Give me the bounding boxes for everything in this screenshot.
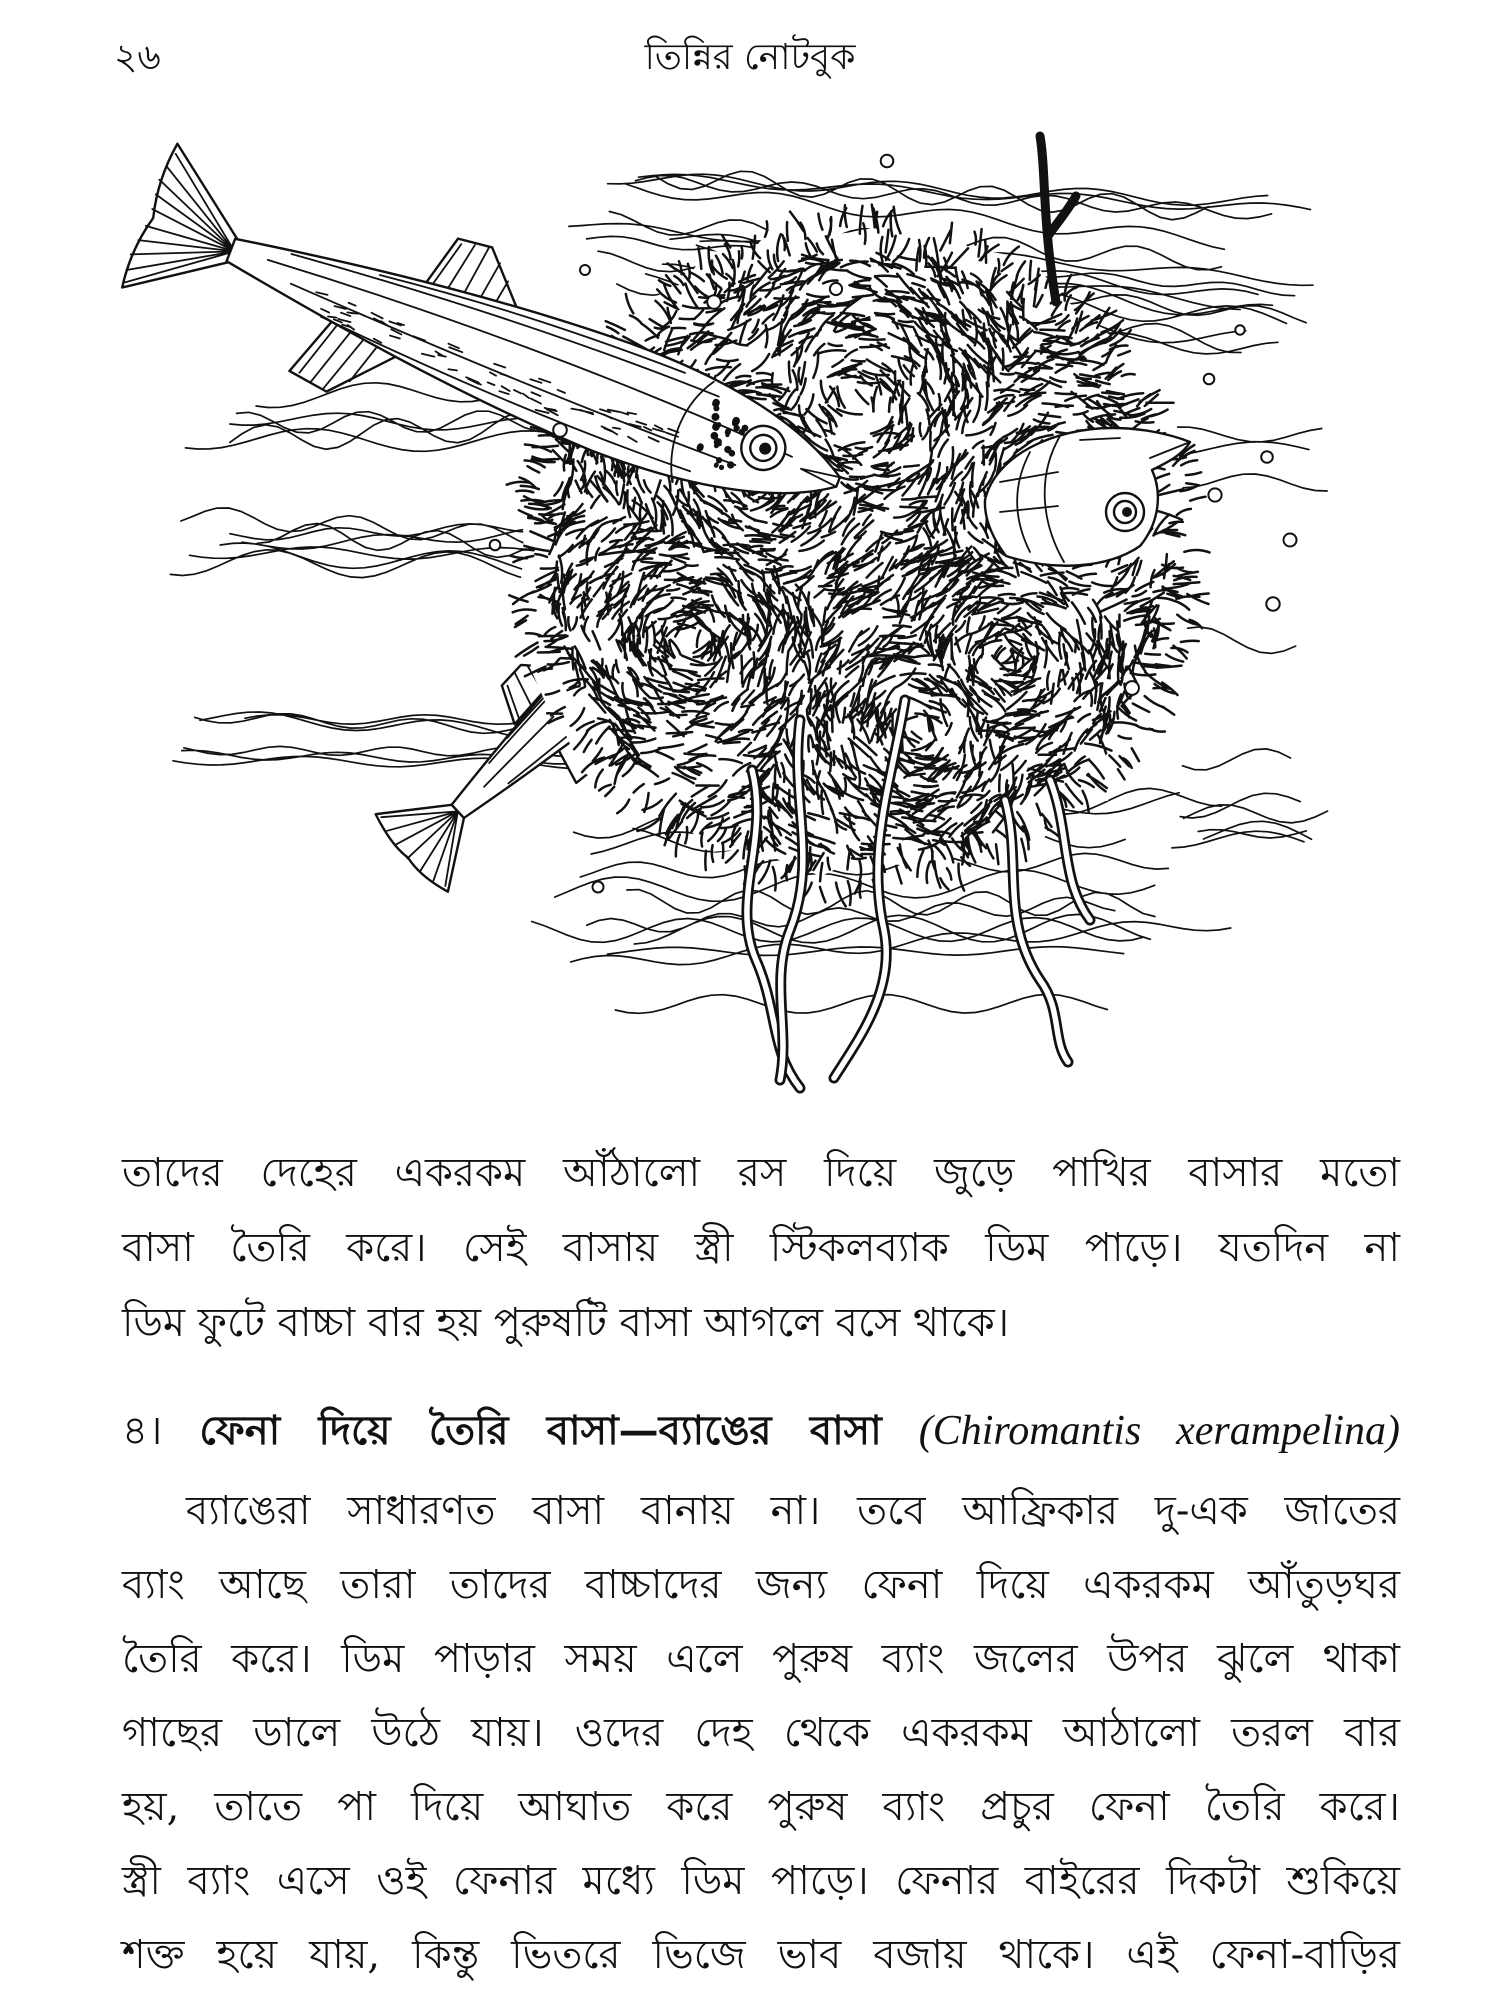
bubble <box>490 540 501 551</box>
bubble <box>1208 488 1221 501</box>
section-number: ৪। <box>122 1408 163 1454</box>
paragraph-line: তৈরি করে। ডিম পাড়ার সময় এলে পুরুষ ব্যাং জলের উপর ঝুলে থাকা <box>122 1636 1400 1682</box>
bubble <box>1261 451 1273 463</box>
bubble <box>1204 374 1215 385</box>
bubble <box>1284 534 1297 547</box>
bubble <box>580 265 590 275</box>
bubble <box>1125 681 1139 695</box>
paragraph-1 <box>122 1136 1400 1361</box>
bubble <box>1235 325 1244 334</box>
paragraph-line: গাছের ডালে উঠে যায়। ওদের দেহ থেকে একরকম আঠালো তরল বার <box>122 1710 1400 1756</box>
bubble <box>1266 597 1279 610</box>
paragraph-line: তাদের দেহের একরকম আঁঠালো রস দিয়ে জুড়ে পাখির বাসার মতো <box>122 1150 1400 1196</box>
section-title: ফেনা দিয়ে তৈরি বাসা—ব্যাঙের বাসা <box>199 1407 882 1454</box>
bubble <box>553 423 567 437</box>
bubble <box>830 283 842 295</box>
paragraph-line: ডিম ফুটে বাচ্চা বার হয় পুরুষটি বাসা আগলে বসে থাকে। <box>122 1300 1010 1346</box>
paragraph-line: শক্ত হয়ে যায়, কিন্তু ভিতরে ভিজে ভাব বজায় থাকে। এই ফেনা-বাড়ির <box>122 1932 1400 1978</box>
bubble <box>707 295 721 309</box>
paragraph-line: হয়, তাতে পা দিয়ে আঘাত করে পুরুষ ব্যাং প্রচুর ফেনা তৈরি করে। <box>122 1784 1400 1830</box>
paragraph-line: বাসা তৈরি করে। সেই বাসায় স্ত্রী স্টিকলব্যাক ডিম পাড়ে। যতদিন না <box>122 1225 1400 1271</box>
scientific-name: (Chiromantis xerampelina) <box>918 1408 1400 1454</box>
section-heading <box>122 1393 1400 1468</box>
paragraph-line: স্ত্রী ব্যাং এসে ওই ফেনার মধ্যে ডিম পাড়ে। ফেনার বাইরের দিকটা শুকিয়ে <box>122 1858 1400 1904</box>
bubble <box>881 155 894 168</box>
paragraph-line: ব্যাঙেরা সাধারণত বাসা বানায় না। তবে আফ্রিকার দু-এক জাতের <box>186 1488 1400 1534</box>
paragraph-2 <box>122 1474 1400 1992</box>
bubble <box>593 882 604 893</box>
page-number: ২৬ <box>114 37 161 78</box>
paragraph-line: ব্যাং আছে তারা তাদের বাচ্চাদের জন্য ফেনা দিয়ে একরকম আঁতুড়ঘর <box>122 1562 1400 1608</box>
running-title: তিন্নির নোটবুক <box>644 37 856 78</box>
